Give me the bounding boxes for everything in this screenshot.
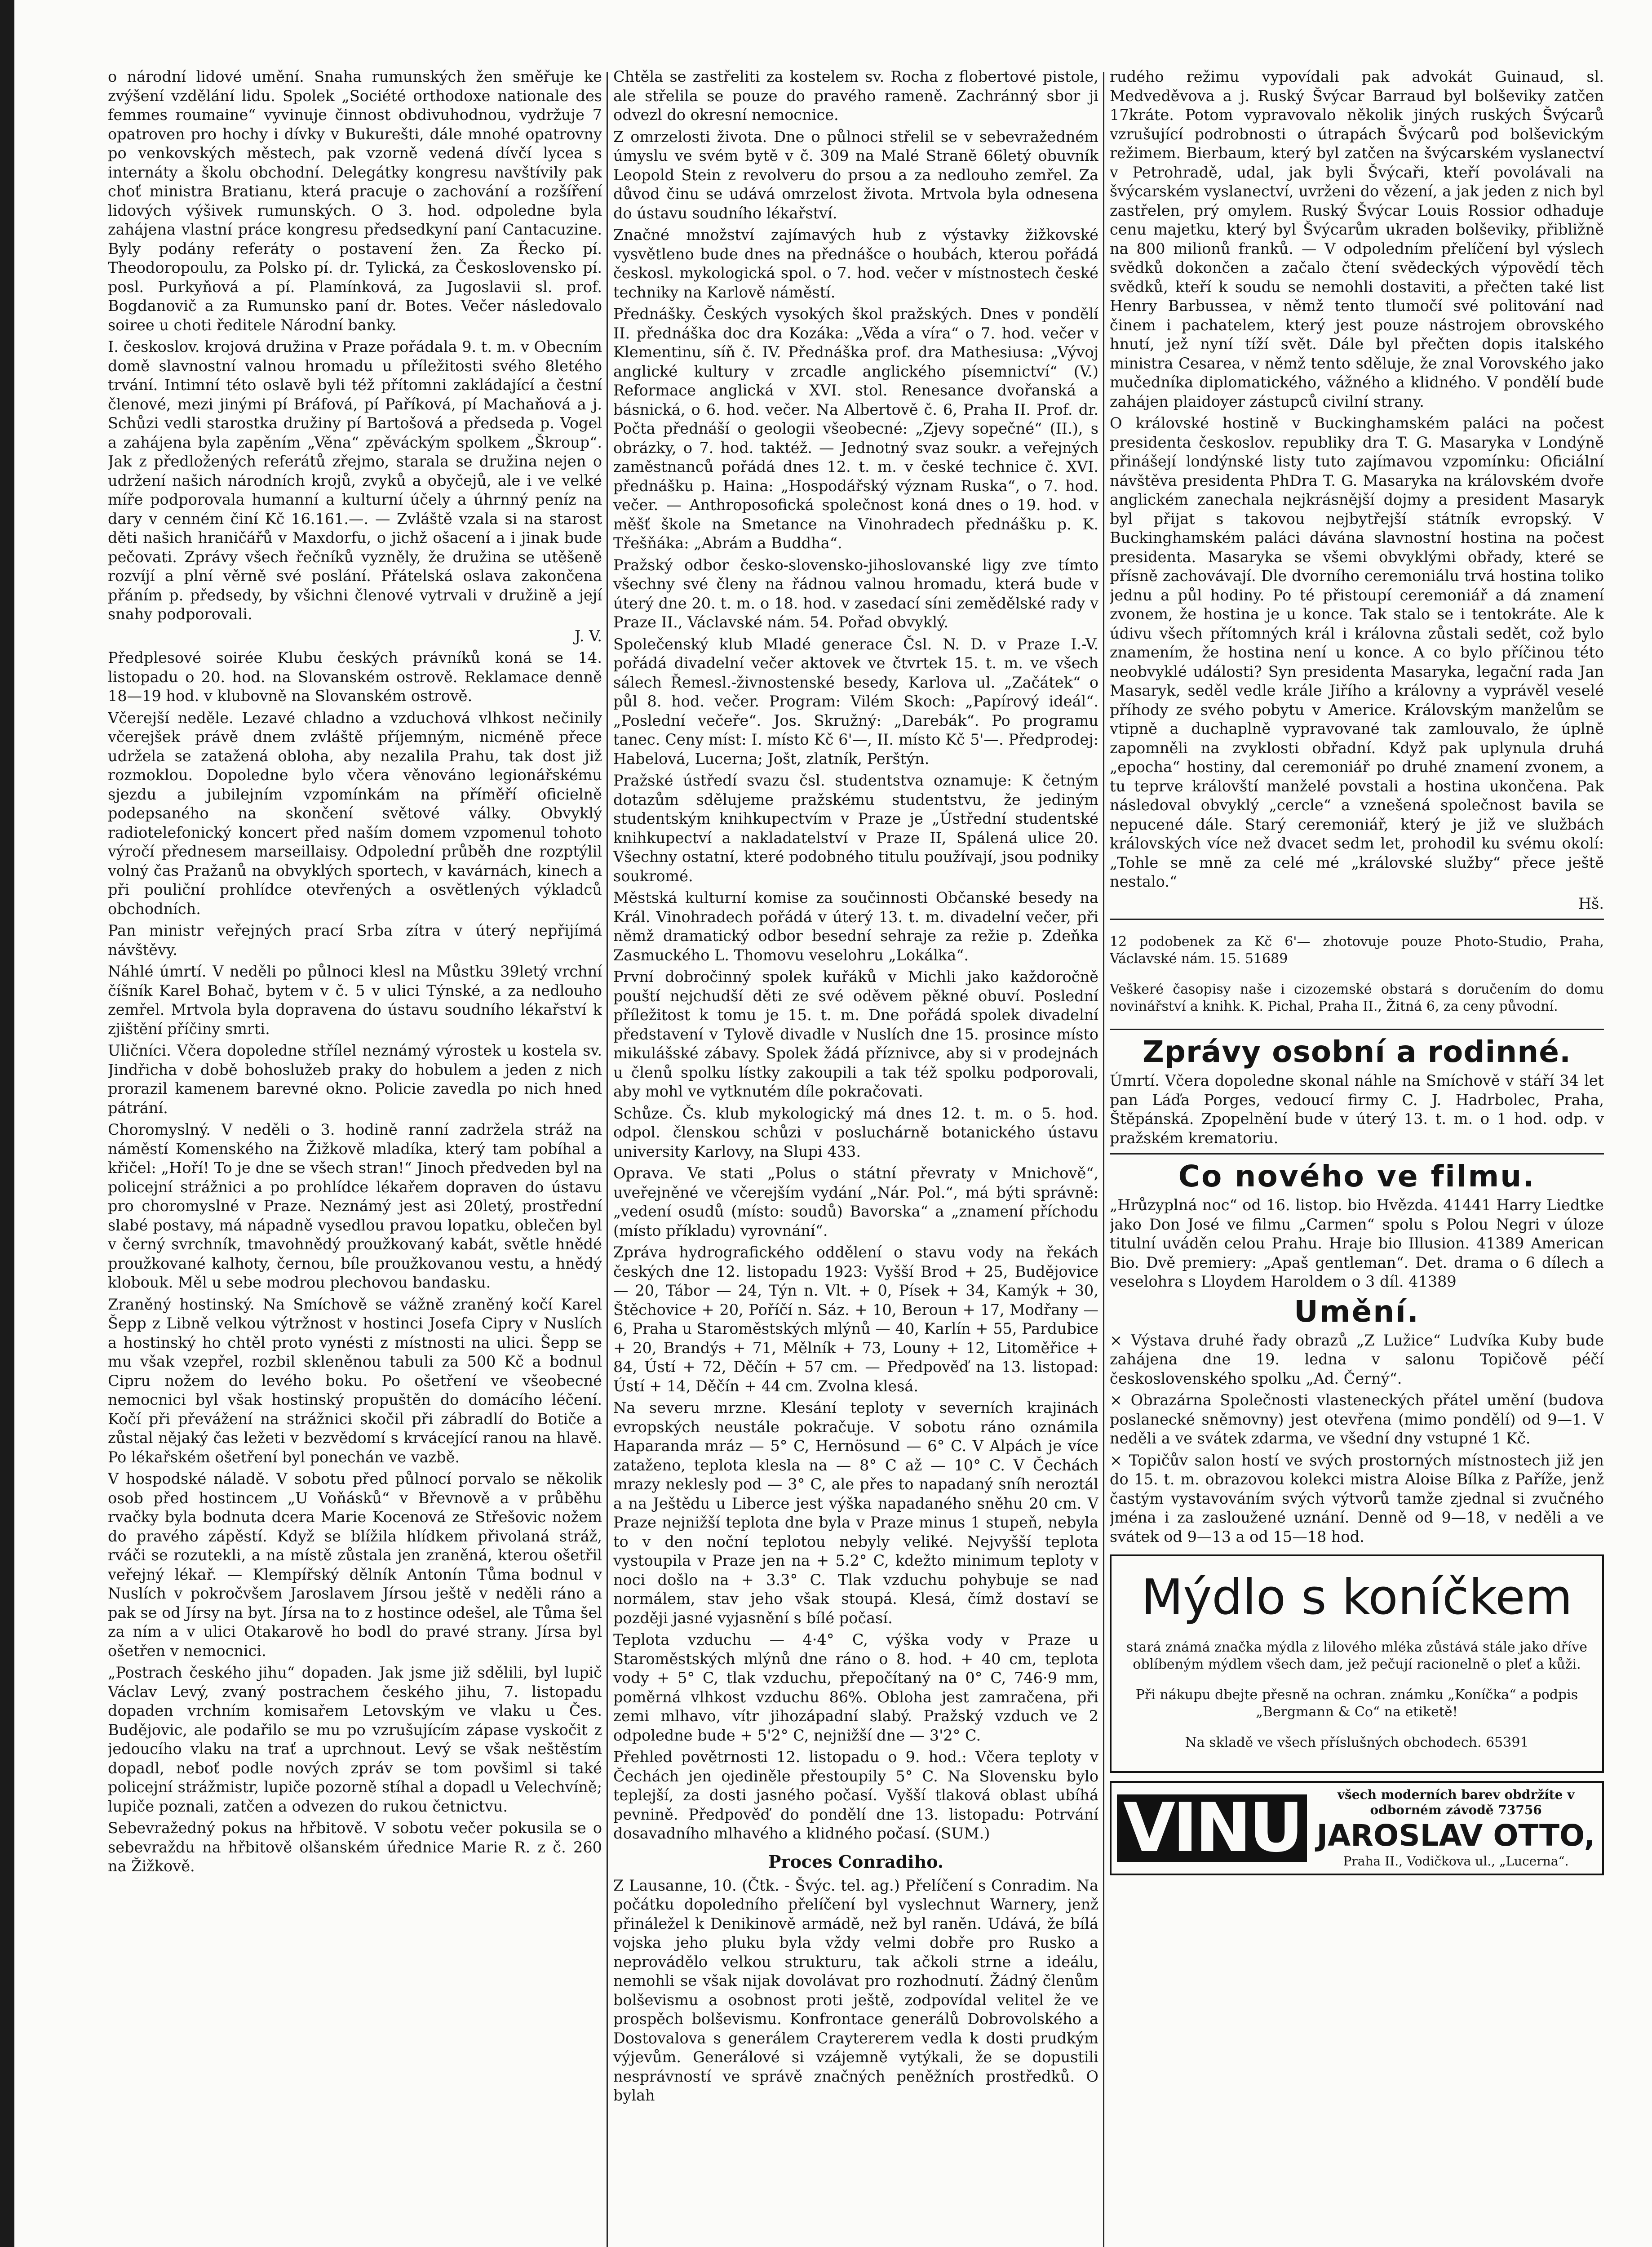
ad-tagline: všech moderních barev obdržíte v odborném závodě 73756 [1337, 1787, 1575, 1817]
ad-jaroslav-otto [1110, 1781, 1604, 1875]
article-conradi-continuation: rudého režimu vypovídali pak advokát Guinaud, sl. Medveděvova a j. Ruský Švýcar Barraud byl bolševiky zatčen 17kráte. Potom vypravovalo několik jiných ruských Švýcarů vzrušující podrobnosti o útrapách Švýcarů pod bolševickým režimem. Bierbaum, který byl zatčen na švýcarském vyslanectví v Petrohradě, udal, jak byli Švýcaři, kteří povolávali na švýcarském vyslanectví, uvrženi do vězení, a jak jeden z nich byl zastřelen, prý omylem. Ruský Švýcar Louis Rossior odhaduje cenu majetku, který byl Švýcarům ukraden bolševiky, přibližně na 800 milionů franků. — V odpoledním přelíčení byl výslech svědků dokončen a začalo čtení svědeckých výpovědí těch svědků, kteří k soudu se nemohli dostaviti, a přečten také list Henry Barbussea, v němž tento tlumočí své politování nad činem i pachatelem, který jest pouze nástrojem obrovského hnutí, jež nyní tíží svět. Dále byl přečten dopis italského ministra Cesarea, v němž tento sděluje, že znal Vorovského jako mučedníka diplomatického, vážného a klidného. V pondělí bude zahájen plaidoyer zástupců civilní strany. [1110, 68, 1604, 410]
article-vystava-kuba: × Výstava druhé řady obrazů „Z Lužice“ Ludvíka Kuby bude zahájena dne 19. ledna v salonu Topičově péčí československého spolku „Ad. Černý“. [1110, 1331, 1604, 1387]
article-mlada-generace: Společenský klub Mladé generace Čsl. N. D. v Praze I.-V. pořádá divadelní večer aktovek ve čtvrtek 15. t. m. ve všech sálech Řemesl.-živnostenské besedy, Karlova ul. „Začátek“ o půl 8. hod. večer. Program: Vilém Skoch: „Papírový ideál“. „Poslední večeře“. Jos. Skružný: „Darebák“. Po programu tanec. Ceny míst: I. místo Kč 6'—, II. místo Kč 5'—. Předprodej: Habelová, Lucerna; Jošt, zlatník, Perštýn. [613, 635, 1098, 768]
article-hospodska-nalada: V hospodské náladě. V sobotu před půlnocí porvalo se několik osob před hostincem „U Voňásků“ v Břevnově a v průběhu rvačky byla bodnuta dcera Marie Kocenová ze Střešovic nožem do pravého zápěstí. Když se blížila hlídkem přivolaná stráž, rváči se rozutekli, a na místě zůstala jen zraněná, kterou ošetřil veřejný lékař. — Klempířský dělník Antonín Tůma bodnul v Nuslích v pokročvšem Jaroslavem Jírsou ještě v neděli ráno a pak se od Jírsy na byt. Jírsa na to z hostince odešel, ale Tůma šel za ním a v ulici Otakarově ho bodl do pravé strany. Jírsa byl ošetřen v nemocnici. [108, 1470, 602, 1660]
ad-text: Na skladě ve všech příslušných obchodech. 65391 [1185, 1735, 1529, 1750]
divider [1110, 1029, 1604, 1030]
section-heading-film: Co nového ve filmu. [1178, 1159, 1536, 1194]
article-vcerejsi-nedele: Včerejší neděle. Lezavé chladno a vzduchová vlhkost nečinily včerejšek právě dnem zvláště příjemným, nicméně přece udržela se zatažená obloha, aby nezalila Prahu, tak dost již rozmoklou. Dopoledne bylo včera věnováno legionářskému sjezdu a jubilejním vzpomínkám na příměří oficielně podepsaného na skončení světové války. Obvyklý radiotelefonický koncert před naším domem vzpomenul tohoto výročí přednesem marseillaisy. Odpolední průběh dne rozptýlil volný čas Pražanů na obvyklých sportech, v kavárnách, kinech a při pouliční prohlídce otevřených a osvětlených výkladců obchodních. [108, 709, 602, 918]
article-liga: Pražský odbor česko-slovensko-jihoslovanské ligy zve tímto všechny své členy na řádnou valnou hromadu, která bude v úterý dne 20. t. m. o 18. hod. v zasedací síni zemědělské rady v Praze II., Václavské nám. 54. Pořad obvyklý. [613, 556, 1098, 631]
column-3 [1110, 67, 1604, 2247]
ad-casopisy: Veškeré časopisy naše i cizozemské obstará s doručením do domu novinářství a knihk. K. Pichal, Praha II., Žitná 6, za ceny původní. [1110, 981, 1604, 1014]
article-schuze: Schůze. Čs. klub mykologický má dnes 12. t. m. o 5. hod. odpol. členskou schůzi v posluchárně botanického ústavu university Karlovy, na Slupi 433. [613, 1104, 1098, 1160]
article-studentstvo: Pražské ústředí svazu čsl. studentstva oznamuje: K četným dotazům sdělujeme pražskému studentstvu, že jediným studentským knihkupectvím v Praze je „Ústřední studentské knihkupectví a nakladatelství v Praze II, Spálená ulice 20. Všechny ostatní, které podobného titulu používají, jsou podniky soukromé. [613, 772, 1098, 885]
ad-address: Praha II., Vodičkova ul., „Lucerna“. [1343, 1854, 1569, 1869]
article-zraneny-hostinsky: Zraněný hostinský. Na Smíchově se vážně zraněný kočí Karel Šepp z Libně velkou výtržnost v hostinci Josefa Cipry v Nuslích a hostinský ho chtěl proto vynésti z místnosti na ulici. Šepp se mu však vzepřel, rozbil skleněnou tabuli za 500 Kč a bodnul Cipru nožem do levého boku. Po ošetření ve všeobecné nemocnici byl však hostinský propuštěn do domácího léčení. Kočí při převážení na strážnici skočil při zábradlí do Botiče a zůstal nějaký čas ležeti v bezvědomí s krvácející ranou na hlavě. Po lékařském ošetření byl ponechán ve vazbě. [108, 1295, 602, 1466]
ad-text: stará známá značka mýdla z lilového mléka zůstává stále jako dříve oblíbeným mýdlem všech dam, jež pečují racionelně o pleť a kůži. [1126, 1639, 1588, 1672]
ad-text: Při nákupu dbejte přesně na ochran. známku „Koníčka“ a podpis „Bergmann & Co“ na etiketě! [1135, 1687, 1578, 1720]
ad-photo-studio: 12 podobenek za Kč 6'— zhotovuje pouze Photo-Studio, Praha, Václavské nám. 15. 51689 [1110, 934, 1604, 967]
article-continuation: Chtěla se zastřeliti za kostelem sv. Rocha z flobertové pistole, ale střelila se pouze do pravého rameně. Zachránný sbor ji odvezl do okresní nemocnice. [613, 68, 1098, 124]
article-stav-vody: Zpráva hydrografického oddělení o stavu vody na řekách českých dne 12. listopadu 1923: Vyšší Brod + 25, Budějovice — 20, Tábor — 24, Týn n. Vlt. + 0, Písek + 34, Kamýk + 30, Štěchovice + 20, Poříčí n. Sáz. + 10, Beroun + 17, Modřany — 6, Praha u Staroměstských mlýnů — 40, Karlín + 55, Pardubice + 20, Brandýs + 71, Mělník + 73, Louny + 12, Litoměřice + 84, Ústí + 72, Děčín + 57 cm. — Předpověď na 13. listopad: Ústí + 14, Děčín + 44 cm. Zvolna klesá. [613, 1243, 1098, 1395]
article-hub: Značné množství zajímavých hub z výstavky žižkovské vysvětleno bude dnes na přednášce o houbách, kterou pořádá českosl. mykologická spol. o 7. hod. večer v místnostech české techniky na Karlově náměstí. [613, 226, 1098, 301]
divider [1110, 919, 1604, 920]
ad-title: Mýdlo s koníčkem [1141, 1569, 1572, 1625]
article-kulturni-komise: Městská kulturní komise za součinnosti Občanské besedy na Král. Vinohradech pořádá v úterý 13. t. m. divadelní večer, při němž dramatický odbor besední sehraje za režie p. Zdeňka Zasmuckého L. Thomovu veselohru „Lokálka“. [613, 889, 1098, 964]
ad-logo: VINU [1117, 1794, 1307, 1862]
article-heading: Proces Conradiho. [768, 1851, 944, 1872]
section-heading-umeni: Umění. [1294, 1294, 1420, 1329]
article-povetrnost: Přehled povětrnosti 12. listopadu o 9. hod.: Včera teploty v Čechách jen ojediněle přestoupily 5° C. Na Slovensku bylo teplejší, za dosti jasného počasí. Vyšší tlaková oblast ubíhá pevnině. Předpověď do pondělí dne 13. listopadu: Potrvání dosavadního mlhavého a klidného počasí. (SUM.) [613, 1748, 1098, 1842]
article-postrach-jihu: „Postrach českého jihu“ dopaden. Jak jsme již sdělili, byl lupič Václav Levý, zvaný postrachem českého jihu, 7. listopadu dopaden vrchním komisařem Letovským ve vlaku u Čes. Budějovic, ale podařilo se mu po vzrušujícím zápase vyskočit z jedoucího vlaku na trať a uprchnout. Levý se však neštěstím dopadl, neboť podle nových zpráv se tom povšiml si také policejní strážmistr, lupiče pozorně stíhal a dopadl u Velechvíně; lupiče poznali, zatčen a odvezen do rukou četnictvu. [108, 1664, 602, 1815]
column-2 [613, 67, 1098, 2247]
article-ulicnici: Uličníci. Včera dopoledne střílel neznámý výrostek u kostela sv. Jindřicha v době bohoslužeb praky do hobulem a jeden z nich prorazil kamenem barevné okno. Policie zavedla po nich hned pátrání. [108, 1042, 602, 1117]
article-kralovska-hostina: O královské hostině v Buckinghamském paláci na počest presidenta českoslov. republiky dra T. G. Masaryka v Londýně přinášejí londýnské listy tuto zajímavou vzpomínku: Oficiální návštěva presidenta PhDra T. G. Masaryka na královském dvoře anglickém zanechala nejkrásnější dojmy a president Masaryk byl přijat s takovou nejbytřejší státník evropský. V Buckinghamském paláci dávána slavnostní hostina na počest presidenta. Masaryka se všemi obvyklými obřady, které se přísně zachovávají. Dle dvorního ceremoniálu trvá hostina toliko jednu a půl hodiny. Po té přistoupí ceremoniář a dá znamení zvonem, že hostina je u konce. Tak stalo se i tentokráte. Ale k údivu všech přítomných král i královna zůstali sedět, což bylo znamením, že hostina není u konce. A co bylo příčinou této neobvyklé události? Syn presidenta Masaryka, legační rada Jan Masaryk, seděl vedle krále Jiřího a královny a vyprávěl veselé příhody ze svého pobytu v Americe. Královským manželům se vtipně a duchaplně vypravované tak zamlouvalo, že úplně zapomněli na zvyklosti obřadní. Když pak uplynula druhá „epocha“ hostiny, dal ceremoniář po druhé znamení zvonem, a tu teprve královští manželé povstali a hostina ukončena. Pak následoval obvyklý „cercle“ a vznešená společnost bavila se nepucené dále. Starý ceremoniář, který je již ve službách královských více než dvacet sedm let, prohodil ku svému okolí: „Tohle se mně za celé mé „královské služby“ přece ještě nestalo.“ [1110, 414, 1604, 890]
article-oprava: Oprava. Ve stati „Polus o státní převraty v Mnichově“, uveřejněné ve včerejším vydání „Nár. Pol.“, má býti správně: „vedení osudů (místo: soudů) Bavorska“ a „znamení příchodu (místo příkladu) vyrovnání“. [613, 1164, 1098, 1239]
signature: Hš. [1578, 894, 1604, 912]
article-topicuv-salon: × Topičův salon hostí ve svých prostorných místnostech již jen do 15. t. m. obrazovou kolekci mistra Aloise Bílka z Paříže, jenž častým vystavováním svých výtvorů tamže zjednal si zvučného jména i za zasloužené uznání. Denně od 9—18, v neděli a ve svátek od 9—13 a od 15—18 hod. [1110, 1451, 1604, 1545]
column-rule [607, 72, 608, 2247]
divider [1110, 1153, 1604, 1155]
article-predplesove-soiree: Předplesové soirée Klubu českých právníků koná se 14. listopadu o 20. hod. na Slovanském ostrově. Reklamace denně 18—19 hod. v klubovně na Slovanském ostrově. [108, 649, 602, 705]
article-proces-conradiho: Z Lausanne, 10. (Čtk. - Švýc. tel. ag.) Přelíčení s Conradim. Na počátku dopoledního přelíčení byl vyslechnut Warnery, jenž přináležel k Denikinově armádě, než byl raněn. Udává, že bílá vojska jeho pluku byla vždy velmi dobře pro Rusko a neprovádělo velkou strukturu, tak ačkoli strne a ideálu, nemohli se však nijak dovolávat pro rozhodnutí. Žádný členům bolševismu a osobnost proti ještě, zodpovídal velitel že ve prospěch bolševismu. Konfrontace generálů Dobrovolského a Dostovalova s generálem Craytererem vedla k dosti prudkým výjevům. Generálové si vzájemně vytýkali, že se dopustili nesprávností ve správě značných peněžních prostředků. O bylah [613, 1876, 1098, 2104]
ad-mydlo-s-konickem [1110, 1554, 1604, 1773]
column-1 [108, 67, 602, 2247]
article-nahle-umrti: Náhlé úmrtí. V neděli po půlnoci klesl na Můstku 39letý vrchní číšník Karel Bohač, bytem v č. 5 v ulici Týnské, a za nedlouho zemřel. Mrtvola byla dopravena do ústavu soudního lékařství k zjištění příčiny smrti. [108, 963, 602, 1038]
article-sebevrazedny-pokus: Sebevražedný pokus na hřbitově. V sobotu večer pokusila se o sebevraždu na hřbitově olšanském úřednice Marie R. z č. 260 na Žižkově. [108, 1819, 602, 1875]
article-obrazarna: × Obrazárna Společnosti vlasteneckých přátel umění (budova poslanecké sněmovny) jest otevřena (mimo pondělí) od 9—1. V neděli a ve svátek zdarma, ve všední dny vstupné 1 Kč. [1110, 1391, 1604, 1447]
column-rule [1103, 72, 1104, 2247]
article-z-omrzelosti: Z omrzelosti života. Dne o půlnoci střelil se v sebevražedném úmyslu ve svém bytě v č. 309 na Malé Straně 66letý obuvník Leopold Stein z revolveru do prsou a za nedlouho zemřel. Za důvod činu se udává omrzelost života. Mrtvola byla odnesena do ústavu soudního lékařství. [613, 128, 1098, 222]
article-film-listings: „Hrůzyplná noc“ od 16. listop. bio Hvězda. 41441 Harry Liedtke jako Don José ve filmu „Carmen“ spolu s Polou Negri v úloze titulní uváděn celou Prahu. Hraje bio Illusion. 41389 American Bio. Dvě premiery: „Apaš gentleman“. Det. drama o 6 dílech a veselohra s Lloydem Haroldem o 3 díl. 41389 [1110, 1196, 1604, 1290]
scan-border-left [0, 0, 14, 2247]
article-rumanian-women: o národní lidové umění. Snaha rumunských žen směřuje ke zvýšení vzdělání lidu. Spolek „Société orthodoxe nationale des femmes roumaine“ vyvinuje činnost obdivuhodnou, vydržuje 7 opatroven pro hochy i dívky v Bukurešti, dále mnohé opatrovny po venkovských městech, pak vzorně vedená dívčí lycea s internáty a školu obchodní. Delegátky kongresu navštívily pak choť ministra Bratianu, která pracuje o zachování a rozšíření lidových výšivek rumunských. O 3. hod. odpoledne byla zahájena vlastní práce kongresu předsedkyní paní Cantacuzine. Byly podány referáty o postavení žen. Za Řecko pí. Theodoropoulu, za Polsko pí. dr. Tylická, za Československo pí. posl. Purkyňová a pí. Plamínková, za Jugoslavii sl. prof. Bogdanovič a za Rumunsko paní dr. Botes. Večer následovalo soiree u choti ředitele Národní banky. [108, 68, 602, 334]
article-teplota: Teplota vzduchu — 4·4° C, výška vody v Praze u Staroměstských mlýnů dne ráno o 8. hod. + 40 cm, teplota vody + 5° C, tlak vzduchu, přepočítaný na 0° C, 746·9 mm, poměrná vlhkost vzduchu 86%. Obloha jest zamračena, při zemi mlhavo, vítr jihozápadní slabý. Pražský vzduch ve 2 odpoledne bude + 5'2° C, nejnižší dne — 3'2° C. [613, 1631, 1098, 1744]
article-umrti: Úmrtí. Včera dopoledne skonal náhle na Smíchově v stáří 34 let pan Láďa Porges, vedoucí firmy C. J. Hadrbolec, Praha, Štěpánská. Zpopelnění bude v úterý 13. t. m. o 1 hod. odp. v pražském krematoriu. [1110, 1072, 1604, 1147]
ad-company-name: JAROSLAV OTTO, [1316, 1818, 1595, 1853]
article-krojova-druzina: I. českoslov. krojová družina v Praze pořádala 9. t. m. v Obecním domě slavnostní valnou hromadu u příležitosti svého 8letého trvání. Intimní této oslavě byli též přítomni zakládající a čestní členové, mezi jinými pí Bráfová, pí Paříková, pí Machaňová a j. Schůzi vedli starostka družiny pí Bartošová a předseda p. Vogel a zahájena byla zapěním „Věna“ zpěváckým spolkem „Škroup“. Jak z předložených referátů zřejmo, starala se družina nejen o udržení našich národních krojů, zvyků a obyčejů, ale i ve velké míře podporovala humanní a kulturní účely a úhrnný peníz na dary v cenném činí Kč 16.161.—. — Zvláště vzala si na starost děti našich hraničářů v Maxdorfu, o jichž ošacení a i jinak bude pečovati. Zprávy všech řečníků vyzněly, že družina se utěšeně rozvíjí a plní věrně své poslání. Přátelská oslava zakončena přáním p. předsedy, by všichni členové vytrvali v družině a její snahy podporovali. [108, 338, 602, 623]
article-choromyslny: Choromyslný. V neděli o 3. hodině ranní zadržela stráž na náměstí Komenského na Žižkově mladíka, který tam pobíhal a křičel: „Hoří! To je dne se všech stran!“ Jinoch předveden byl na policejní strážnici a po prohlídce lékařem dopraven do ústavu pro choromyslné v Praze. Neznámý jest asi 20letý, prostřední slabé postavy, má nápadně vysedlou pravou lopatku, oblečen byl v černý svrchník, tmavohnědý proužkovaný kabát, světle hnědé proužkované kalhoty, černou, bíle proužkovanou vestu, a hnědý klobouk. Měl u sebe modrou plechovou bandasku. [108, 1121, 602, 1291]
section-heading-zpravy-osobni: Zprávy osobní a rodinné. [1142, 1035, 1572, 1069]
article-prednasky: Přednášky. Českých vysokých škol pražských. Dnes v pondělí II. přednáška doc dra Kozáka: „Věda a víra“ o 7. hod. večer v Klementinu, síň č. IV. Přednáška prof. dra Mathesiusa: „Vývoj anglické kultury v zrcadle anglického písemnictví“ (V.) Reformace anglická v XVI. stol. Renesance dvořanská a básnická, o 6. hod. večer. Na Albertově č. 6, Praha II. Prof. dr. Počta přednáší o geologii všeobecné: „Zjevy sopečné“ (II.), s obrázky, o 7. hod. taktéž. — Jednotný svaz soukr. a veřejných zaměstnanců pořádá dnes 12. t. m. v české technice č. XVI. přednášku p. Haina: „Hospodářský význam Ruska“, o 7. hod. večer. — Anthroposofická společnost koná dnes o 19. hod. v měšť škole na Smetance na Vinohradech přednášku p. K. Třešňáka: „Abrám a Buddha“. [613, 305, 1098, 552]
signature: J. V. [574, 627, 602, 645]
article-kuraci-michle: První dobročinný spolek kuřáků v Michli jako každoročně pouští nejchudší děti ze své oděvem pěkné obuví. Poslední příležitost k tomu je 15. t. m. Dne pořádá spolek divadelní představení v Tylově divadle v Nuslích dne 15. prosince místo mikulášské zábavy. Spolek žádá příznivce, aby si v prodejnách u členů spolku lístky zakoupili a tak též spolku podporovali, aby mohl ve vytknutém díle pokračovati. [613, 968, 1098, 1100]
article-ministr-srba: Pan ministr veřejných prací Srba zítra v úterý nepřijímá návštěvy. [108, 922, 602, 959]
article-na-severu-mrzne: Na severu mrzne. Klesání teploty v severních krajinách evropských neustále pokračuje. V sobotu ráno oznámila Haparanda mráz — 5° C, Hernösund — 6° C. V Alpách je více zataženo, teplota klesla na — 8° C až — 10° C. V Čechách mrazy neklesly pod — 3° C, ale přes to napadaný sníh neroztál a na Ještědu u Liberce jest výška napadaného sněhu 20 cm. V Praze nejnižší teplota dne byla v Praze minus 1 stupeň, nebyla to v den noční teplotou nebyly veliké. Nejvyšší teplota vystoupila v Praze jen na + 5.2° C, kdežto minimum teploty v noci došlo na + 3.3° C. Tlak vzduchu pohybuje se nad normálem, stav jeho však stoupá. Klesá, čímž dostaví se později jasné vyjasnění s bílé počasí. [613, 1399, 1098, 1627]
